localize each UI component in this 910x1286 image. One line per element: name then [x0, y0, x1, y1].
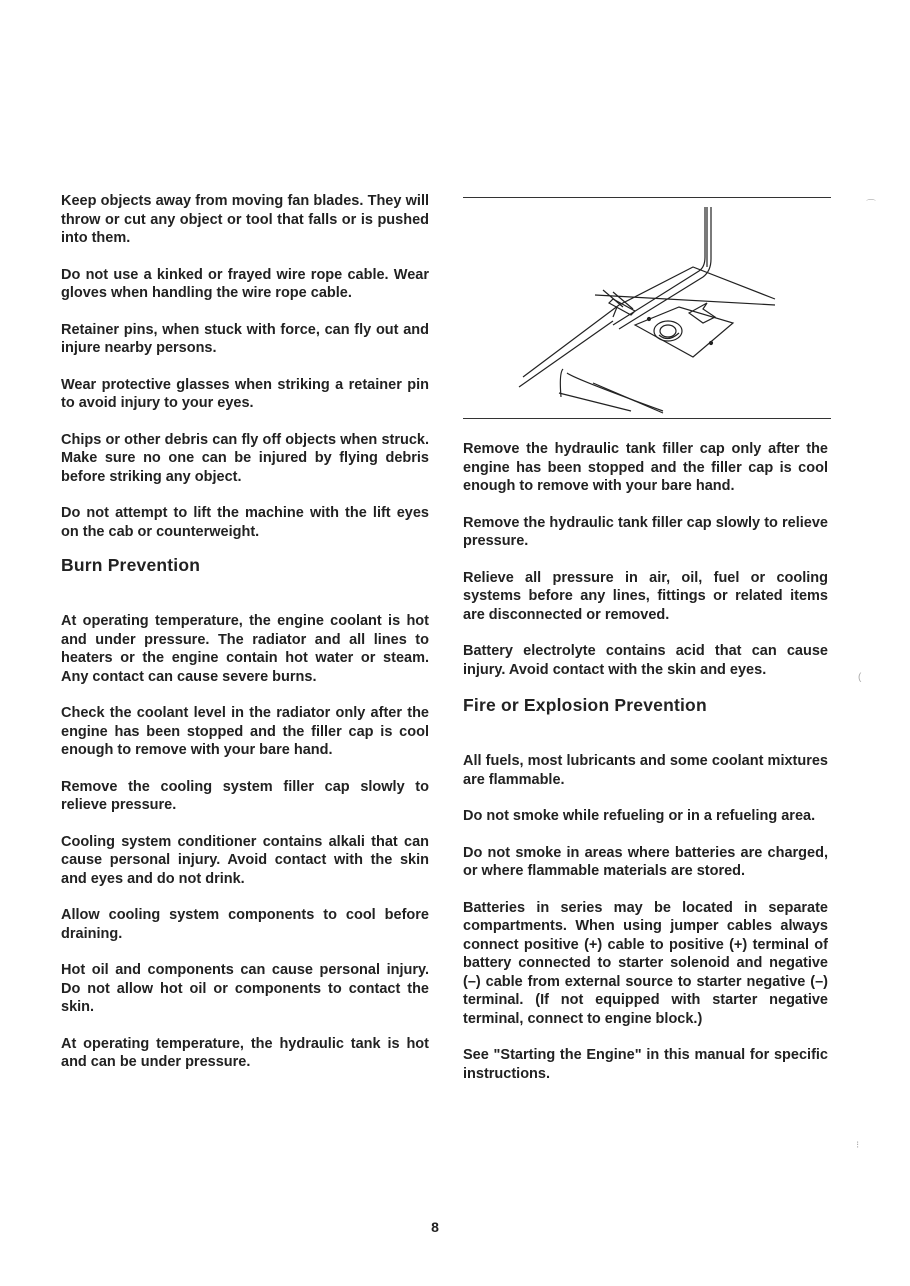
page-number: 8 [431, 1219, 439, 1235]
scan-speck: ( [858, 672, 862, 683]
paragraph-hot-oil: Hot oil and components can cause personal injury. Do not allow hot oil or components to contact the skin. [61, 962, 429, 1015]
paragraph-protective-glasses: Wear protective glasses when striking a retainer pin to avoid injury to your eyes. [61, 376, 429, 411]
scan-speck: ⌒ [866, 200, 876, 211]
paragraph-hydraulic-cap-after-stop: Remove the hydraulic tank filler cap only after the engine has been stopped and the filler cap is cool enough to remove with your bare hand. [463, 441, 828, 494]
paragraph-check-coolant: Check the coolant level in the radiator only after the engine has been stopped and the filler cap is cool enough to remove with your bare hand. [61, 705, 429, 758]
paragraph-battery-acid: Battery electrolyte contains acid that can cause injury. Avoid contact with the skin and eyes. [463, 643, 828, 678]
right-column [463, 440, 828, 1083]
paragraph-wire-rope: Do not use a kinked or frayed wire rope cable. Wear gloves when handling the wire rope cable. [61, 266, 429, 301]
paragraph-hydraulic-cap-slowly: Remove the hydraulic tank filler cap slowly to relieve pressure. [463, 514, 828, 549]
paragraph-engine-coolant: At operating temperature, the engine coolant is hot and under pressure. The radiator and all lines to heaters or the engine contain hot water or steam. Any contact can cause severe burns. [61, 613, 429, 685]
hydraulic-tank-figure [463, 197, 831, 422]
paragraph-fan-blades: Keep objects away from moving fan blades. They will throw or cut any object or tool that falls or is pushed into them. [61, 193, 429, 246]
paragraph-lift-eyes: Do not attempt to lift the machine with the lift eyes on the cab or counterweight. [61, 505, 429, 540]
paragraph-remove-filler-cap: Remove the cooling system filler cap slowly to relieve pressure. [61, 778, 429, 813]
left-column [61, 192, 429, 1072]
scan-speck: ⁝ [856, 1140, 860, 1151]
paragraph-allow-cool: Allow cooling system components to cool before draining. [61, 907, 429, 942]
heading-fire-explosion-prevention: Fire or Explosion Prevention [463, 695, 707, 715]
paragraph-jumper-cables: Batteries in series may be located in separate compartments. When using jumper cables always connect positive (+) cable to positive (+) terminal of battery connected to starter solenoid and negative (–) cable from external source to starter negative (–) terminal. (If not equipped with starter negative terminal, connect to engine block.) [463, 899, 828, 1027]
hydraulic-tank-filler-cap-icon [463, 197, 831, 422]
paragraph-conditioner-alkali: Cooling system conditioner contains alkali that can cause personal injury. Avoid contact with the skin and eyes and do not drink. [61, 833, 429, 887]
paragraph-no-smoke-batteries: Do not smoke in areas where batteries are charged, or where flammable materials are stored. [463, 844, 828, 879]
paragraph-see-starting-engine: See "Starting the Engine" in this manual for specific instructions. [463, 1047, 828, 1082]
paragraph-flammable: All fuels, most lubricants and some coolant mixtures are flammable. [463, 753, 828, 788]
paragraph-retainer-pins: Retainer pins, when stuck with force, can fly out and injure nearby persons. [61, 321, 429, 356]
paragraph-relieve-pressure: Relieve all pressure in air, oil, fuel or cooling systems before any lines, fittings or related items are disconnected or removed. [463, 569, 828, 623]
paragraph-flying-debris: Chips or other debris can fly off objects when struck. Make sure no one can be injured by flying debris before striking any object. [61, 431, 429, 485]
heading-burn-prevention: Burn Prevention [61, 555, 201, 575]
paragraph-hydraulic-tank-hot: At operating temperature, the hydraulic tank is hot and can be under pressure. [61, 1035, 429, 1070]
figure-bottom-rule [463, 418, 831, 419]
paragraph-no-smoke-refueling: Do not smoke while refueling or in a refueling area. [463, 808, 816, 824]
